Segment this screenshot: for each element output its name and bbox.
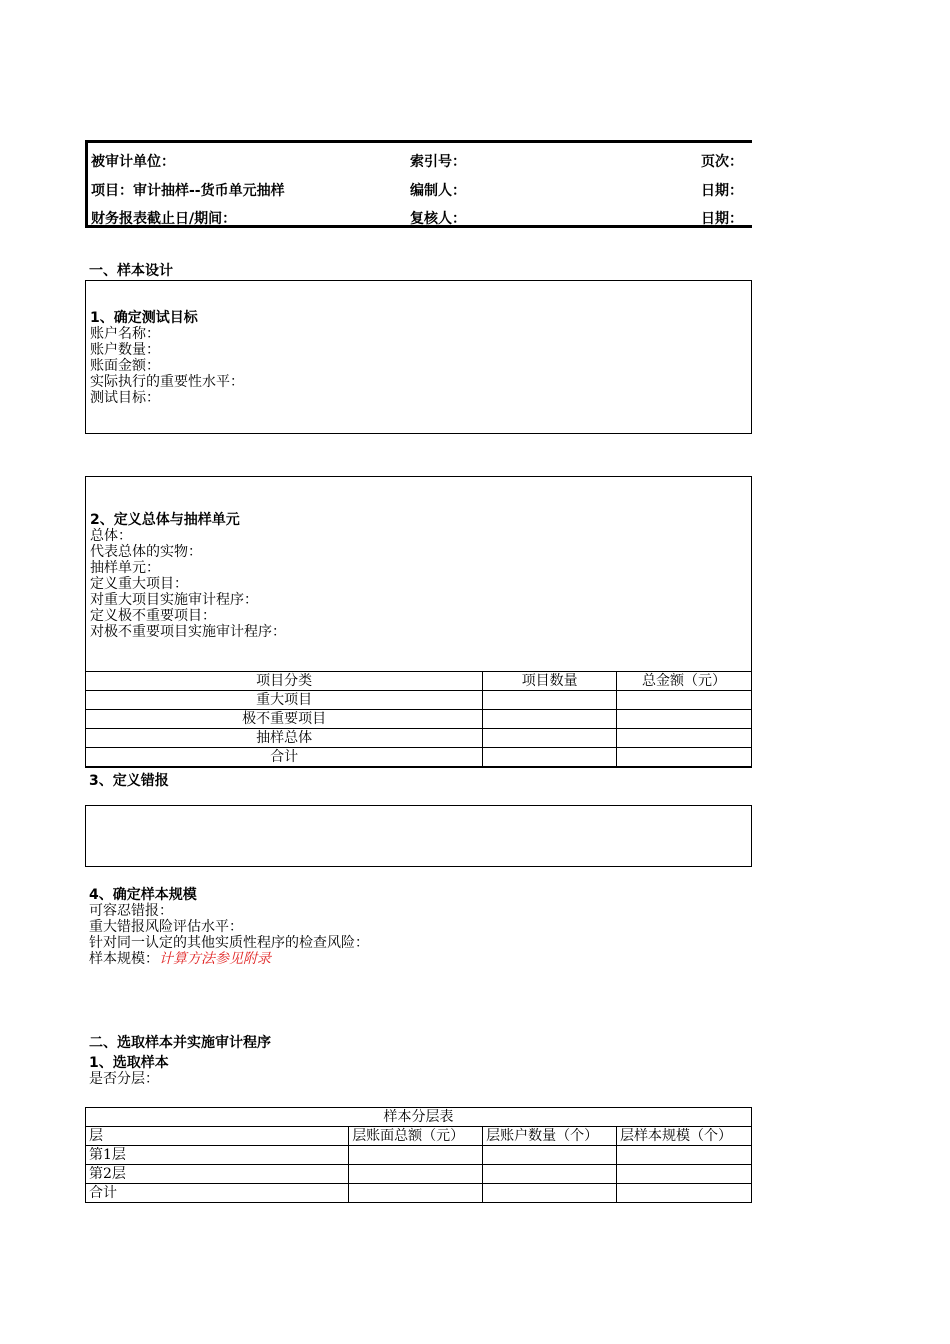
column-header: 总金额（元） bbox=[617, 672, 752, 691]
cell[interactable] bbox=[483, 748, 617, 767]
test-objective-title: 1、确定测试目标 bbox=[90, 310, 198, 326]
cell[interactable] bbox=[617, 710, 752, 729]
table-header-row bbox=[86, 672, 752, 691]
misstatement-definition-box[interactable] bbox=[85, 805, 752, 867]
cell[interactable] bbox=[617, 729, 752, 748]
cell[interactable] bbox=[483, 729, 617, 748]
cell[interactable] bbox=[349, 1184, 483, 1203]
row-label: 第2层 bbox=[86, 1165, 349, 1184]
audited-entity-label: 被审计单位： bbox=[91, 154, 175, 170]
table-row bbox=[86, 729, 752, 748]
table-caption: 样本分层表 bbox=[86, 1108, 752, 1127]
row-label: 重大项目 bbox=[86, 691, 483, 710]
table-header-row bbox=[86, 1127, 752, 1146]
table-caption-row bbox=[86, 1108, 752, 1127]
risk-assessment-label: 重大错报风险评估水平： bbox=[89, 919, 243, 935]
item-classification-table bbox=[85, 671, 752, 767]
index-number-label: 索引号： bbox=[410, 154, 466, 170]
cell[interactable] bbox=[483, 710, 617, 729]
header-row-2 bbox=[88, 174, 752, 202]
book-amount-label: 账面金额： bbox=[90, 358, 160, 374]
row-label: 极不重要项目 bbox=[86, 710, 483, 729]
column-header: 项目数量 bbox=[483, 672, 617, 691]
header-row-3 bbox=[88, 202, 752, 230]
stratified-label: 是否分层： bbox=[89, 1071, 159, 1087]
cell[interactable] bbox=[617, 691, 752, 710]
account-name-label: 账户名称： bbox=[90, 326, 160, 342]
immaterial-items-procedure-label: 对极不重要项目实施审计程序： bbox=[90, 624, 286, 640]
section-sample-design-title: 一、样本设计 bbox=[89, 263, 173, 279]
test-objective-label: 测试目标： bbox=[90, 390, 160, 406]
sample-stratification-table bbox=[85, 1107, 752, 1203]
test-objective-box bbox=[85, 280, 752, 434]
preparer-label: 编制人： bbox=[410, 183, 466, 199]
workpaper-header bbox=[85, 140, 752, 228]
cell[interactable] bbox=[617, 1165, 752, 1184]
header-row-1 bbox=[88, 145, 752, 173]
detection-risk-label: 针对同一认定的其他实质性程序的检查风险： bbox=[89, 935, 369, 951]
row-label: 第1层 bbox=[86, 1146, 349, 1165]
table-row bbox=[86, 1146, 752, 1165]
reviewed-date-label: 日期： bbox=[701, 211, 743, 227]
table-row bbox=[86, 1184, 752, 1203]
period-label: 财务报表截止日/期间： bbox=[91, 211, 237, 227]
table-row bbox=[86, 710, 752, 729]
significant-items-label: 定义重大项目： bbox=[90, 576, 188, 592]
row-label: 合计 bbox=[86, 1184, 349, 1203]
column-header: 层样本规模（个） bbox=[617, 1127, 752, 1146]
prepared-date-label: 日期： bbox=[701, 183, 743, 199]
significant-items-procedure-label: 对重大项目实施审计程序： bbox=[90, 592, 258, 608]
column-header: 层 bbox=[86, 1127, 349, 1146]
cell[interactable] bbox=[483, 691, 617, 710]
reviewer-label: 复核人： bbox=[410, 211, 466, 227]
sampling-unit-label: 抽样单元： bbox=[90, 560, 160, 576]
misstatement-definition-title: 3、定义错报 bbox=[89, 773, 169, 789]
table-row bbox=[86, 748, 752, 767]
sample-size-line bbox=[89, 951, 369, 967]
table-row bbox=[86, 1165, 752, 1184]
cell[interactable] bbox=[349, 1165, 483, 1184]
population-label: 总体： bbox=[90, 528, 132, 544]
immaterial-items-label: 定义极不重要项目： bbox=[90, 608, 216, 624]
row-label: 合计 bbox=[86, 748, 483, 767]
table-row bbox=[86, 691, 752, 710]
cell[interactable] bbox=[483, 1146, 617, 1165]
sample-size-title: 4、确定样本规模 bbox=[89, 887, 197, 903]
page-number-label: 页次： bbox=[701, 154, 743, 170]
cell[interactable] bbox=[483, 1184, 617, 1203]
account-count-label: 账户数量： bbox=[90, 342, 160, 358]
calculation-method-note: 计算方法参见附录 bbox=[159, 951, 271, 967]
column-header: 项目分类 bbox=[86, 672, 483, 691]
row-label: 抽样总体 bbox=[86, 729, 483, 748]
cell[interactable] bbox=[617, 1184, 752, 1203]
project-label: 项目：审计抽样--货币单元抽样 bbox=[91, 183, 285, 199]
cell[interactable] bbox=[617, 748, 752, 767]
population-physical-label: 代表总体的实物： bbox=[90, 544, 202, 560]
cell[interactable] bbox=[483, 1165, 617, 1184]
column-header: 层账户数量（个） bbox=[483, 1127, 617, 1146]
cell[interactable] bbox=[617, 1146, 752, 1165]
sample-size-label: 样本规模： bbox=[89, 951, 159, 967]
materiality-label: 实际执行的重要性水平： bbox=[90, 374, 244, 390]
population-definition-title: 2、定义总体与抽样单元 bbox=[90, 512, 240, 528]
cell[interactable] bbox=[349, 1146, 483, 1165]
tolerable-misstatement-label: 可容忍错报： bbox=[89, 903, 173, 919]
select-sample-title: 1、选取样本 bbox=[89, 1055, 169, 1071]
section-select-sample-title: 二、选取样本并实施审计程序 bbox=[89, 1035, 271, 1051]
column-header: 层账面总额（元） bbox=[349, 1127, 483, 1146]
